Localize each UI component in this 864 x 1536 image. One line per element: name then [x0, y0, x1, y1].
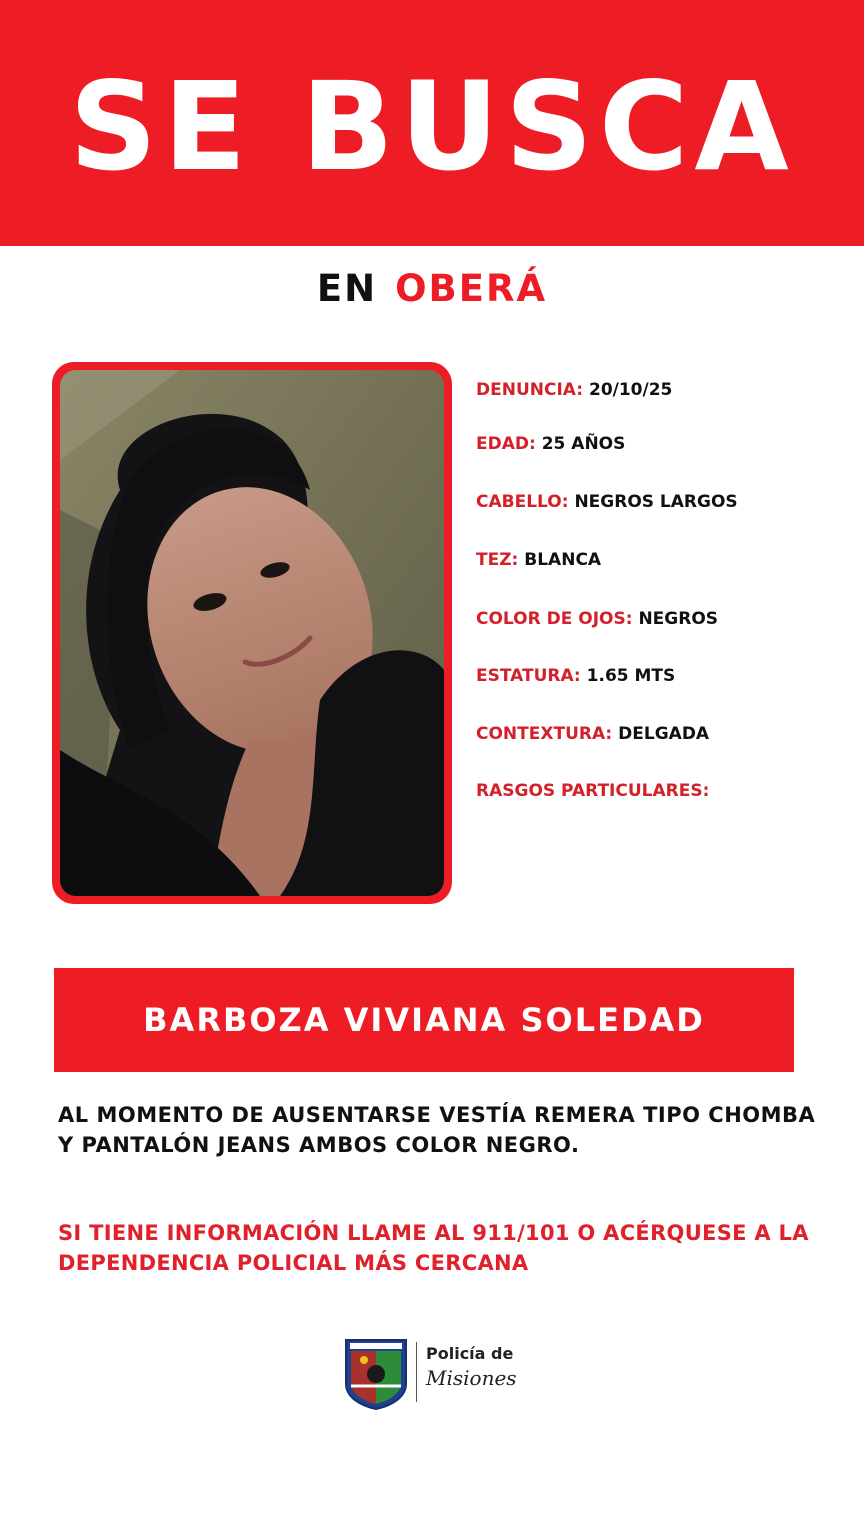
detail-cabello: [476, 488, 738, 516]
detail-rasgos-particulares: [476, 777, 709, 805]
detail-value: 25 AÑOS: [541, 434, 626, 454]
detail-label: EDAD:: [476, 434, 536, 454]
name-banner: [54, 968, 794, 1072]
logo-line2: Misiones: [426, 1366, 517, 1390]
detail-value: 1.65 MTS: [586, 666, 676, 686]
header-banner: [0, 0, 864, 246]
logo-line1: Policía de: [426, 1344, 514, 1363]
detail-label: CONTEXTURA:: [476, 724, 613, 744]
detail-label: ESTATURA:: [476, 666, 581, 686]
detail-value: NEGROS LARGOS: [574, 492, 738, 512]
poster-title: SE BUSCA: [69, 56, 795, 198]
detail-color-de-ojos: [476, 605, 718, 633]
location-prefix: EN: [316, 267, 378, 310]
detail-contextura: [476, 720, 709, 748]
missing-person-photo: [60, 370, 444, 896]
logo-divider: [416, 1342, 417, 1402]
detail-label: DENUNCIA:: [476, 380, 584, 400]
detail-value: 20/10/25: [588, 380, 673, 400]
detail-label: COLOR DE OJOS:: [476, 609, 633, 629]
police-logo: [344, 1338, 544, 1414]
detail-label: RASGOS PARTICULARES:: [476, 781, 710, 801]
detail-label: TEZ:: [476, 550, 519, 570]
location-city: OBERÁ: [395, 267, 548, 310]
detail-value: NEGROS: [638, 609, 719, 629]
contact-instructions: SI TIENE INFORMACIÓN LLAME AL 911/101 O ACÉRQUESE A LA DEPENDENCIA POLICIAL MÁS CERCANA: [58, 1221, 809, 1275]
clothing-description: AL MOMENTO DE AUSENTARSE VESTÍA REMERA TIPO CHOMBA Y PANTALÓN JEANS AMBOS COLOR NEGRO.: [58, 1103, 816, 1157]
portrait-illustration: [60, 370, 444, 896]
detail-estatura: [476, 662, 675, 690]
person-name: BARBOZA VIVIANA SOLEDAD: [143, 1001, 705, 1039]
detail-edad: [476, 430, 625, 458]
detail-label: CABELLO:: [476, 492, 569, 512]
photo-frame: [52, 362, 452, 904]
detail-denuncia: [476, 376, 672, 404]
detail-value: BLANCA: [524, 550, 602, 570]
location-line: [0, 264, 864, 314]
detail-tez: [476, 546, 601, 574]
detail-value: DELGADA: [618, 724, 710, 744]
police-badge-icon: [344, 1338, 408, 1410]
